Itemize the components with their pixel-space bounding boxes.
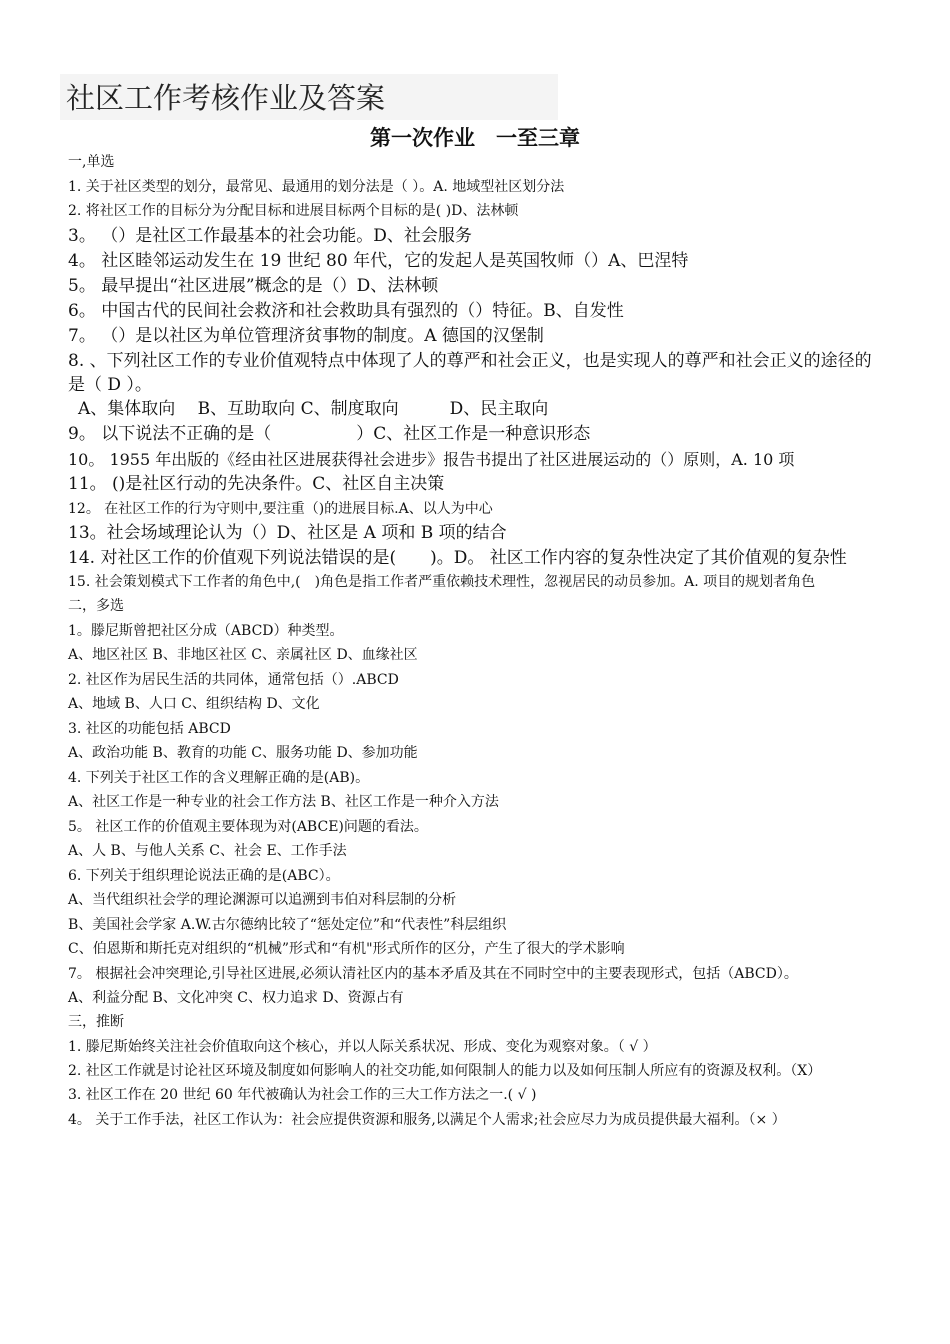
answer-options: A、集体取向 B、互助取向 C、制度取向 D、民主取向 bbox=[78, 398, 549, 419]
question-item: 4. 下列关于社区工作的含义理解正确的是(AB)。 bbox=[68, 769, 370, 786]
question-item: 10。 1955 年出版的《经由社区进展获得社会进步》报告书提出了社区进展运动的（）原则，A. 10 项 bbox=[68, 449, 795, 469]
question-item: 12。 在社区工作的行为守则中,要注重（)的进展目标.A、以人为中心 bbox=[68, 500, 493, 517]
question-item: 4。 关于工作手法，社区工作认为：社会应提供资源和服务,以满足个人需求;社会应尽力为成员提供最大福利。（× ） bbox=[68, 1111, 786, 1128]
answer-options: B、美国社会学家 A.W.古尔德纳比较了“惩处定位”和“代表性”科层组织 bbox=[68, 916, 507, 933]
question-item: 13。社会场域理论认为（）D、社区是 A 项和 B 项的结合 bbox=[68, 523, 507, 543]
question-item: 4。 社区睦邻运动发生在 19 世纪 80 年代，它的发起人是英国牧师（）A、巴涅特 bbox=[68, 250, 689, 271]
section-heading-single-choice: 一,单选 bbox=[68, 154, 115, 170]
question-item: 2. 将社区工作的目标分为分配目标和进展目标两个目标的是( )D、法林顿 bbox=[68, 203, 519, 219]
question-item: 6. 下列关于组织理论说法正确的是(ABC）。 bbox=[68, 867, 340, 884]
question-item: 8. 、下列社区工作的专业价值观特点中体现了人的尊严和社会正义，也是实现人的尊严和社会正义的途径的是（ D ）。 bbox=[68, 350, 872, 395]
question-item: 3. 社区工作在 20 世纪 60 年代被确认为社会工作的三大工作方法之一.( √ ) bbox=[68, 1087, 537, 1103]
question-item: 3. 社区的功能包括 ABCD bbox=[68, 720, 231, 737]
question-item: 2. 社区作为居民生活的共同体，通常包括（）.ABCD bbox=[68, 671, 399, 688]
question-item: 7。 （）是以社区为单位管理济贫事物的制度。A 德国的汉堡制 bbox=[68, 325, 544, 346]
question-item: 15. 社会策划模式下工作者的角色中,( )角色是指工作者严重依赖技术理性，忽视居民的动员参加。A. 项目的规划者角色 bbox=[68, 574, 816, 590]
section-heading-true-false: 三，推断 bbox=[68, 1014, 124, 1030]
question-item: 7。 根据社会冲突理论,引导社区进展,必须认清社区内的基本矛盾及其在不同时空中的主要表现形式，包括（ABCD）。 bbox=[68, 965, 798, 982]
question-item: 6。 中国古代的民间社会救济和社会救助具有强烈的（）特征。B、自发性 bbox=[68, 300, 624, 321]
answer-options: A、地区社区 B、非地区社区 C、亲属社区 D、血缘社区 bbox=[68, 647, 418, 663]
assignment-subtitle: 第一次作业 一至三章 bbox=[370, 125, 580, 150]
answer-options: C、伯恩斯和斯托克对组织的“机械”形式和“有机"形式所作的区分，产生了很大的学术影响 bbox=[68, 941, 625, 957]
section-heading-multiple-choice: 二，多选 bbox=[68, 598, 124, 614]
answer-options: A、利益分配 B、文化冲突 C、权力追求 D、资源占有 bbox=[68, 989, 404, 1006]
document-body bbox=[68, 150, 882, 1132]
question-item: 5。 最早提出“社区进展”概念的是（）D、法林顿 bbox=[68, 275, 439, 296]
answer-options: A、地域 B、人口 C、组织结构 D、文化 bbox=[68, 696, 320, 712]
question-item: 1. 关于社区类型的划分，最常见、最通用的划分法是（ ）。A. 地域型社区划分法 bbox=[68, 178, 565, 195]
question-item: 14. 对社区工作的价值观下列说法错误的是( )。D。 社区工作内容的复杂性决定了其价值观的复杂性 bbox=[68, 548, 847, 568]
answer-options: A、政治功能 B、教育的功能 C、服务功能 D、参加功能 bbox=[68, 745, 418, 761]
document-title: 社区工作考核作业及答案 bbox=[66, 81, 386, 115]
answer-options: A、当代组织社会学的理论渊源可以追溯到韦伯对科层制的分析 bbox=[68, 892, 457, 908]
question-item: 3。 （）是社区工作最基本的社会功能。D、社会服务 bbox=[68, 225, 472, 246]
question-item: 1。滕尼斯曾把社区分成（ABCD）种类型。 bbox=[68, 622, 344, 639]
question-item: 5。 社区工作的价值观主要体现为对(ABCE)问题的看法。 bbox=[68, 818, 428, 835]
question-item: 11。 ()是社区行动的先决条件。C、社区自主决策 bbox=[68, 473, 445, 494]
question-item: 9。 以下说法不正确的是（ ）C、社区工作是一种意识形态 bbox=[68, 423, 591, 444]
answer-options: A、人 B、与他人关系 C、社会 E、工作手法 bbox=[68, 843, 347, 859]
question-item: 2. 社区工作就是讨论社区环境及制度如何影响人的社交功能,如何限制人的能力以及如何压制人所应有的资源及权利。（X） bbox=[68, 1063, 822, 1079]
answer-options: A、社区工作是一种专业的社会工作方法 B、社区工作是一种介入方法 bbox=[68, 794, 499, 810]
question-item: 1. 滕尼斯始终关注社会价值取向这个核心，并以人际关系状况、形成、变化为观察对象。（ √ ） bbox=[68, 1038, 657, 1055]
